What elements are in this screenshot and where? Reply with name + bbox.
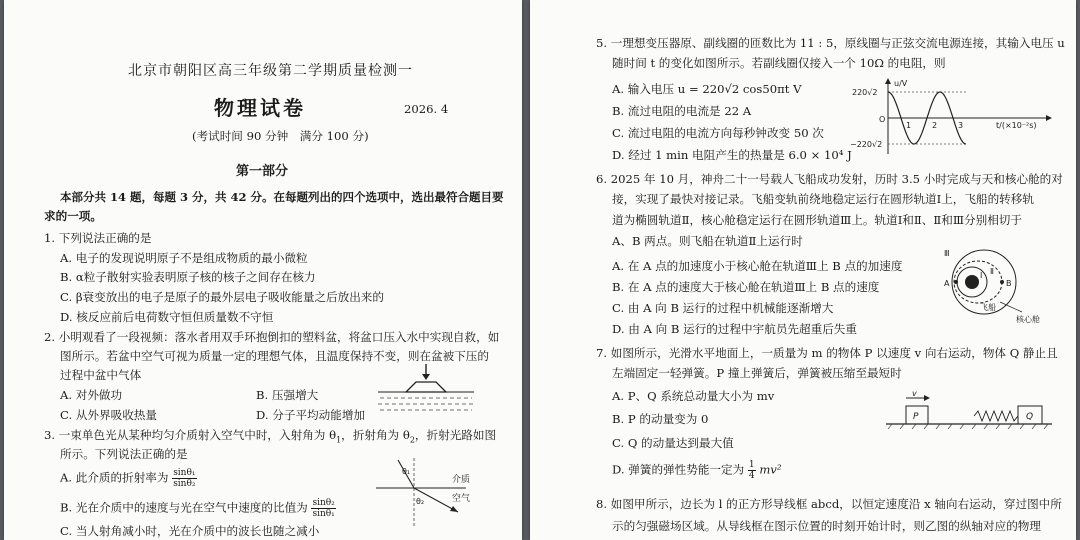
q8-stem-line1: 8. 如图甲所示，边长为 l 的正方形导线框 abcd，以恒定速度沿 x 轴向右运动，穿过图中所 xyxy=(596,497,1062,511)
q7-option-d-text: D. 弹簧的弹性势能一定为 xyxy=(612,462,745,477)
q1-stem: 1. 下列说法正确的是 xyxy=(44,231,152,245)
q5-stem-line1: 5. 一理想变压器原、副线圈的匝数比为 11 : 5，原线圈与正弦交流电源连接，其输入电压 u xyxy=(596,36,1065,50)
q2-basin-diagram xyxy=(376,362,476,418)
q3-b-denominator: sinθ₁ xyxy=(312,509,335,519)
q2-stem-line2: 图所示。若盆中空气可视为质量一定的理想气体，且温度保持不变，则在盆被下压的 xyxy=(60,349,489,363)
q3-theta1-label: θ₁ xyxy=(402,467,411,476)
q5-voltage-graph xyxy=(850,76,1070,158)
q1-option-c: C. β衰变放出的电子是原子的最外层电子吸收能量之后放出来的 xyxy=(60,290,384,304)
q3-a-denominator: sinθ₂ xyxy=(173,479,196,489)
q2-stem-line3: 过程中盆中气体 xyxy=(60,368,142,382)
q3-air-label: 空气 xyxy=(452,494,471,504)
q3-option-a xyxy=(60,468,197,489)
q7-stem-line2: 左端固定一轻弹簧。P 撞上弹簧后，弹簧被压缩至最短时 xyxy=(612,366,902,380)
q6-stem-line4: A、B 两点。则飞船在轨道Ⅱ上运行时 xyxy=(612,234,803,248)
q7-label-v: v xyxy=(912,389,917,398)
q3-option-b-text: B. 光在介质中的速度与光在空气中速度的比值为 xyxy=(60,500,308,515)
q3-stem-part-c: ，折射光路如图 xyxy=(414,428,497,442)
q7-d-suffix: mv² xyxy=(759,462,782,477)
exam-date: 2026. 4 xyxy=(404,102,449,116)
exam-info: (考试时间 90 分钟 满分 100 分) xyxy=(192,129,369,143)
q7-d-denominator: 4 xyxy=(748,471,755,481)
q3-medium-label: 介质 xyxy=(452,475,471,485)
instructions-line2: 求的一项。 xyxy=(44,209,102,223)
q5-graph-ylabel: u/V xyxy=(894,79,908,88)
q7-option-d xyxy=(612,460,782,481)
q3-stem-line2: 所示。下列说法正确的是 xyxy=(60,447,188,461)
q5-graph-x1: 1 xyxy=(906,121,912,130)
q7-label-P: P xyxy=(913,412,919,422)
q5-option-c: C. 流过电阻的电流方向每秒钟改变 50 次 xyxy=(612,126,824,140)
q2-option-c: C. 从外界吸收热量 xyxy=(60,408,157,422)
q5-option-b: B. 流过电阻的电流是 22 A xyxy=(612,104,752,118)
q5-graph-xlabel: t/(×10⁻²s) xyxy=(996,121,1037,130)
q8-stem-line2: 示的匀强磁场区域。从导线框在图示位置的时刻开始计时，则乙图的纵轴对应的物理 xyxy=(612,519,1041,533)
q6-label-III: Ⅲ xyxy=(944,249,950,258)
q6-option-c: C. 由 A 向 B 运行的过程中机械能逐渐增大 xyxy=(612,301,834,315)
q1-option-a: A. 电子的发现说明原子不是组成物质的最小微粒 xyxy=(60,251,308,265)
left-page xyxy=(4,0,522,540)
q3-option-a-text: A. 此介质的折射率为 xyxy=(60,470,169,485)
q6-stem-line2: 接，实现了最快对接记录。飞船变轨前绕地稳定运行在圆形轨道Ⅰ上，飞船的转移轨 xyxy=(612,192,1034,206)
q1-option-d: D. 核反应前后电荷数守恒但质量数不守恒 xyxy=(60,310,274,324)
q7-option-c: C. Q 的动量达到最大值 xyxy=(612,436,734,450)
q1-option-b: B. α粒子散射实验表明原子核的核子之间存在核力 xyxy=(60,270,316,284)
q7-option-a: A. P、Q 系统总动量大小为 mv xyxy=(612,389,775,403)
part-heading: 第一部分 xyxy=(236,164,289,179)
q6-label-I: Ⅰ xyxy=(980,271,983,280)
q2-option-a: A. 对外做功 xyxy=(60,388,123,402)
q5-option-a: A. 输入电压 u = 220√2 cos50πt V xyxy=(612,82,802,96)
q6-orbit-diagram xyxy=(938,246,1054,326)
q6-option-b: B. 在 A 点的速度大于核心舱在轨道Ⅲ上 B 点的速度 xyxy=(612,280,880,294)
q7-d-numerator: 1 xyxy=(748,460,755,470)
q5-graph-ybottom: −220√2 xyxy=(850,140,883,149)
q2-stem-line1: 2. 小明观看了一段视频：落水者用双手环抱倒扣的塑料盆，将盆口压入水中实现自救，如 xyxy=(44,330,500,344)
q3-stem-part-b: ，折射角为 θ xyxy=(341,428,410,442)
q6-label-ship: 飞船 xyxy=(980,303,996,312)
q7-label-Q: Q xyxy=(1026,412,1034,422)
q6-label-II: Ⅱ xyxy=(990,267,994,276)
q3-option-b xyxy=(60,498,336,519)
q3-theta2-label: θ₂ xyxy=(416,497,425,506)
q6-label-A: A xyxy=(944,279,950,288)
q6-stem-line3: 道为椭圆轨道Ⅱ，核心舱稳定运行在圆形轨道Ⅲ上。轨道Ⅰ和Ⅱ、Ⅱ和Ⅲ分别相切于 xyxy=(612,213,1022,227)
q5-graph-x2: 2 xyxy=(932,121,938,130)
right-page xyxy=(530,0,1076,540)
q6-stem-line1: 6. 2025 年 10 月，神舟二十一号载人飞船成功发射，历时 3.5 小时完成与天和核心舱的对 xyxy=(596,172,1063,186)
q5-graph-origin: O xyxy=(879,115,886,124)
q2-option-b: B. 压强增大 xyxy=(256,388,319,402)
q3-stem-part-a: 3. 一束单色光从某种均匀介质射入空气中时，入射角为 θ xyxy=(44,428,337,442)
q6-option-d: D. 由 A 向 B 运行的过程中宇航员先超重后失重 xyxy=(612,322,857,336)
q3-a-numerator: sinθ₁ xyxy=(173,468,196,478)
q6-option-a: A. 在 A 点的加速度小于核心舱在轨道Ⅲ上 B 点的加速度 xyxy=(612,259,903,273)
q7-collision-diagram xyxy=(884,388,1054,430)
q3-refraction-diagram xyxy=(374,456,486,528)
instructions-line1: 本部分共 14 题，每题 3 分，共 42 分。在每题列出的四个选项中，选出最符合题目要 xyxy=(60,190,504,204)
q5-stem-line2: 随时间 t 的变化如图所示。若副线圈仅接入一个 10Ω 的电阻，则 xyxy=(612,56,946,70)
exam-title: 北京市朝阳区高三年级第二学期质量检测一 xyxy=(128,63,413,79)
q7-option-b: B. P 的动量变为 0 xyxy=(612,412,709,426)
q5-graph-ytop: 220√2 xyxy=(852,88,878,97)
q3-b-numerator: sinθ₂ xyxy=(312,498,335,508)
q6-label-B: B xyxy=(1006,279,1012,288)
q2-option-d: D. 分子平均动能增加 xyxy=(256,408,366,422)
q3-stem-line1: 3. 一束单色光从某种均匀介质射入空气中时，入射角为 $\theta_1$，折射角为 $\theta_2$，折射光路如图 xyxy=(44,428,497,445)
q7-stem-line1: 7. 如图所示，光滑水平地面上，一质量为 m 的物体 P 以速度 v 向右运动，物体 Q 静止且 xyxy=(596,346,1058,360)
q3-option-c: C. 当人射角减小时，光在介质中的波长也随之减小 xyxy=(60,524,320,538)
q5-option-d: D. 经过 1 min 电阻产生的热量是 6.0 × 10⁴ J xyxy=(612,148,852,162)
q5-graph-x3: 3 xyxy=(958,121,964,130)
q6-label-core: 核心舱 xyxy=(1016,315,1040,324)
subject-title: 物理试卷 xyxy=(214,96,306,120)
